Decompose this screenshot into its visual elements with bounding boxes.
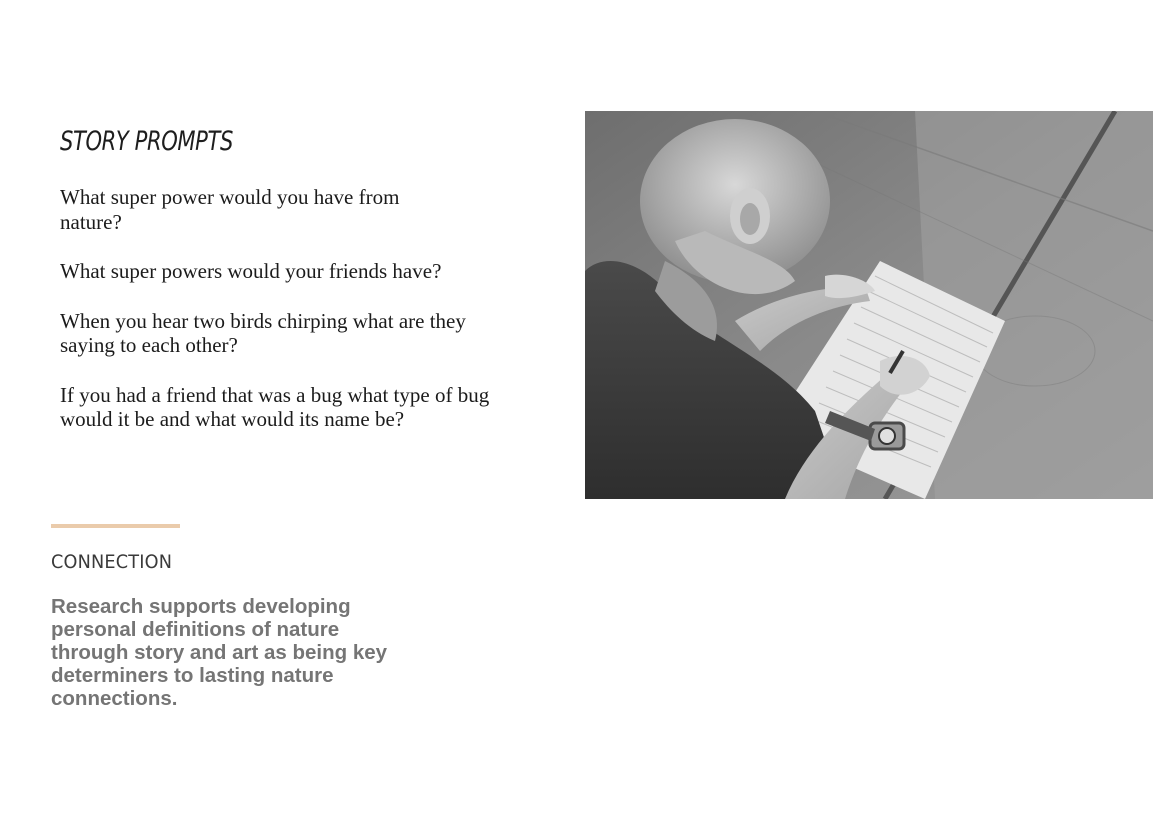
- accent-divider: [51, 524, 180, 528]
- page-title: STORY PROMPTS: [60, 126, 233, 157]
- photo-illustration: [585, 111, 1153, 499]
- connection-text: Research supports developing personal definitions of nature through story and art as being key determiners to lasting nature connections.: [51, 595, 388, 710]
- prompt-item: What super powers would your friends have?: [60, 259, 442, 283]
- connection-heading: CONNECTION: [51, 551, 173, 573]
- prompt-item: When you hear two birds chirping what are they saying to each other?: [60, 308, 466, 357]
- prompt-item: If you had a friend that was a bug what type of bug would it be and what would its name be?: [60, 382, 490, 431]
- prompt-item: What super power would you have from nature?: [60, 185, 400, 234]
- prompt-list: [60, 185, 500, 457]
- photo-child-writing: [585, 111, 1153, 499]
